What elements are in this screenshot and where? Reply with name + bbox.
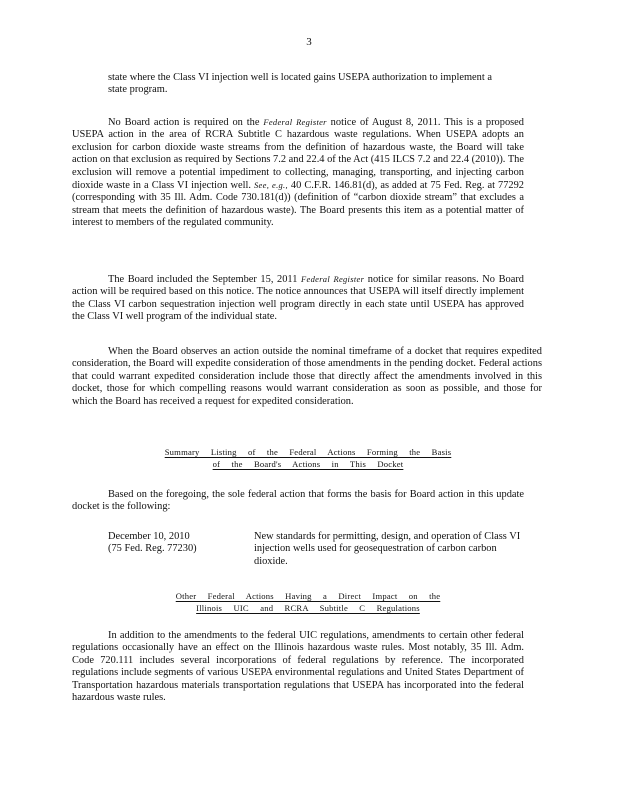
paragraph-other-federal-regulations: In addition to the amendments to the federal UIC regulations, amendments to certain other federal regulations occasionally have an effect on the Illinois hazardous waste rules. Most notably, 35 Ill. Adm. Code 720.111 includes several incorporations of federal regulations by reference. The incorporated regulations include segments of various USEPA environmental regulations and United States Department of Transportation hazardous materials transportation regulations that USEPA has incorporated into the federal hazardous waste rules. (72, 630, 524, 704)
heading-summary-listing: Summary Listing of the Federal Actions Forming the Basis of the Board's Actions in This Docket (164, 447, 452, 469)
federal-action-entry (0, 531, 618, 571)
paragraph-expedited-consideration: When the Board observes an action outside the nominal timeframe of a docket that requires expedited consideration, the Board will expedite consideration of those amendments in the pending docket. Federal actions that could warrant expedited consideration include those that directly affect the amendments involved in this docket, those for which compelling reasons would warrant consideration as soon as possible, and those for which the Board has received a request for expedited consideration. (72, 346, 542, 407)
see-citation-signal: See, e.g., (254, 180, 288, 191)
paragraph-continuation: state where the Class VI injection well is located gains USEPA authorization to implement a state program. (108, 72, 492, 96)
federal-register-title: Federal Register (263, 117, 327, 127)
federal-register-title: Federal Register (301, 274, 365, 284)
paragraph-federal-register-aug: No Board action is required on the Federal Register notice of August 8, 2011. This is a proposed USEPA action in the area of RCRA Subtitle C hazardous waste regulations. When USEPA adopts an exclusion for carbon dioxide waste streams from the definition of hazardous waste, the Board will take action on that exclusion as required by Sections 7.2 and 22.4 of the Act (415 ILCS 7.2 and 22.4 (2010)). The exclusion will remove a potential impediment to collecting, managing, transporting, and injecting carbon dioxide waste in a Class VI injection well. See, e.g., 40 C.F.R. 146.81(d), as added at 75 Fed. Reg. at 77292 (corresponding with 35 Ill. Adm. Code 730.181(d)) (definition of “carbon dioxide stream” that excludes a stream that meets the definition of hazardous waste). The Board presents this item as a potential matter of interest to members of the regulated community. (72, 117, 524, 229)
heading-other-federal-actions: Other Federal Actions Having a Direct Impact on the Illinois UIC and RCRA Subtitle C Regulations (175, 591, 441, 613)
page-number: 3 (306, 36, 312, 48)
federal-action-date: December 10, 2010 (75 Fed. Reg. 77230) (108, 531, 197, 555)
paragraph-sole-federal-action: Based on the foregoing, the sole federal action that forms the basis for Board action in this update docket is the following: (72, 489, 524, 513)
federal-action-description: New standards for permitting, design, and operation of Class VI injection wells used for geosequestration of carbon carbon dioxide. (254, 531, 521, 567)
paragraph-federal-register-sep: The Board included the September 15, 2011 Federal Register notice for similar reasons. No Board action will be required based on this notice. The notice announces that USEPA will itself directly implement the Class VI carbon sequestration injection well program directly in each state until USEPA has approved the Class VI well program of the individual state. (72, 274, 524, 323)
